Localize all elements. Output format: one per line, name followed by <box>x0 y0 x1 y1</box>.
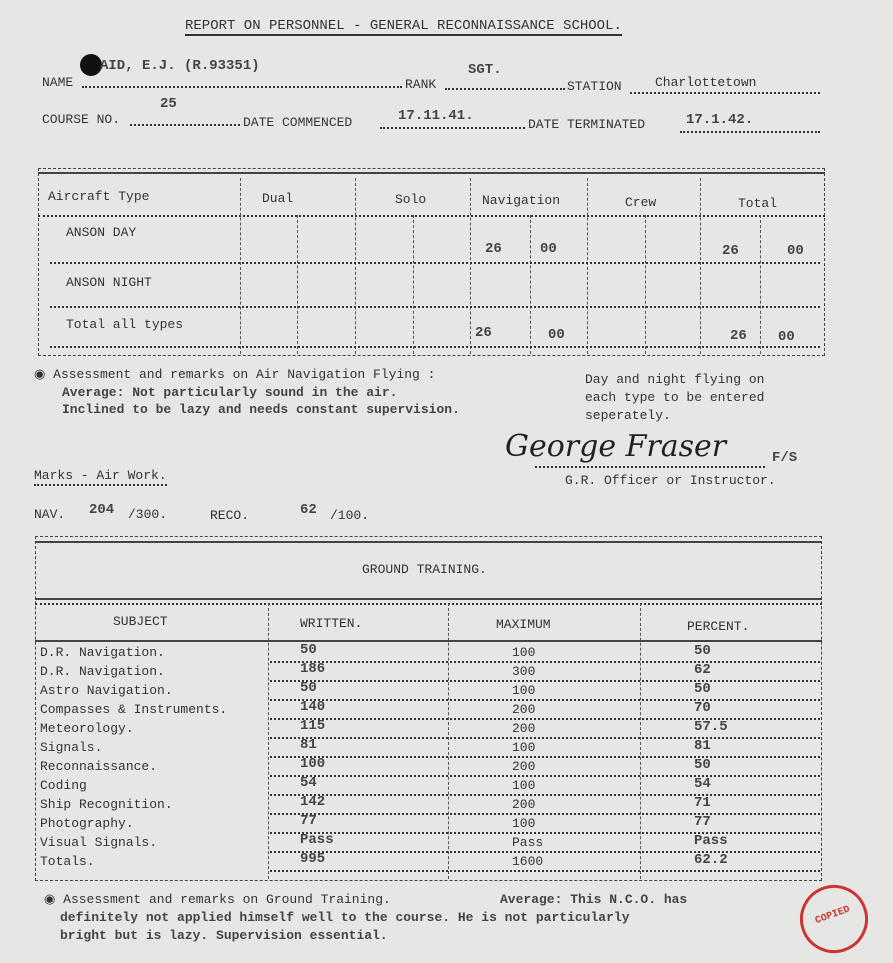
col-header-percent: PERCENT. <box>687 619 750 634</box>
name-label: NAME <box>42 75 74 90</box>
percent-cell: 77 <box>694 814 711 830</box>
row-anson-day-total-hours: 26 <box>722 243 739 259</box>
col-header-written: WRITTEN. <box>300 616 363 631</box>
col-header-crew: Crew <box>625 195 657 210</box>
row-dots <box>270 870 820 872</box>
row-total-nav-hours: 26 <box>475 325 492 341</box>
col-divider <box>297 215 298 354</box>
maximum-cell: 100 <box>512 816 536 831</box>
row-anson-day-type: ANSON DAY <box>66 225 137 240</box>
maximum-cell: 100 <box>512 778 536 793</box>
course-label: COURSE NO. <box>42 112 121 127</box>
table-rule <box>35 640 822 642</box>
commenced-dots <box>380 127 525 129</box>
reco-label: RECO. <box>210 508 250 523</box>
written-cell: 140 <box>300 699 326 715</box>
written-cell: 54 <box>300 775 317 791</box>
row-dots <box>50 262 820 264</box>
ground-remarks-label-text: Assessment and remarks on Ground Training. <box>63 892 391 907</box>
row-dots <box>270 813 820 815</box>
col-divider <box>413 215 414 354</box>
written-cell: 50 <box>300 642 317 658</box>
station-dots <box>630 92 820 94</box>
ground-remarks-label <box>44 893 391 908</box>
col-header-navigation: Navigation <box>482 193 561 208</box>
col-divider <box>355 178 356 354</box>
signature: George Fraser <box>505 429 727 464</box>
row-dots <box>50 306 820 308</box>
signer-rank: F/S <box>772 450 798 466</box>
maximum-cell: 300 <box>512 664 536 679</box>
row-dots <box>270 718 820 720</box>
redaction-mark <box>80 54 102 76</box>
ground-remarks-line1: Average: This N.C.O. has <box>500 892 688 907</box>
row-dots <box>270 851 820 853</box>
maximum-cell: 1600 <box>512 854 544 869</box>
terminated-label: DATE TERMINATED <box>528 117 646 132</box>
maximum-cell: 200 <box>512 797 536 812</box>
col-divider <box>448 603 449 879</box>
air-remarks-line1: Average: Not particularly sound in the air. <box>62 385 398 400</box>
col-divider <box>470 178 471 354</box>
table-rule <box>38 215 825 217</box>
station-value: Charlottetown <box>655 75 757 90</box>
col-header-total: Total <box>738 196 778 211</box>
percent-cell: 50 <box>694 643 711 659</box>
percent-cell: 54 <box>694 776 711 792</box>
col-divider <box>268 603 269 879</box>
reco-value: 62 <box>300 502 317 518</box>
written-cell: 186 <box>300 661 326 677</box>
subject-cell: Ship Recognition. <box>40 797 173 812</box>
bullet-icon: ◉ <box>44 892 56 907</box>
subject-cell: Coding <box>40 778 87 793</box>
col-header-solo: Solo <box>395 192 427 207</box>
written-cell: 50 <box>300 680 317 696</box>
col-divider <box>645 215 646 354</box>
col-divider <box>587 178 588 354</box>
row-dots <box>270 661 820 663</box>
row-anson-day-nav-minutes: 00 <box>540 241 557 257</box>
subject-cell: D.R. Navigation. <box>40 664 165 679</box>
col-header-aircraft: Aircraft Type <box>48 189 150 204</box>
row-anson-day-total-minutes: 00 <box>787 243 804 259</box>
table-rule <box>38 172 825 174</box>
subject-cell: D.R. Navigation. <box>40 645 165 660</box>
row-dots <box>270 680 820 682</box>
maximum-cell: 100 <box>512 683 536 698</box>
course-value: 25 <box>160 96 177 112</box>
reco-max: /100. <box>330 508 370 523</box>
station-label: STATION <box>567 79 622 94</box>
bullet-icon: ◉ <box>34 367 46 382</box>
percent-cell: 62.2 <box>694 852 728 868</box>
maximum-cell: 200 <box>512 721 536 736</box>
row-total-type: Total all types <box>66 317 184 332</box>
col-header-maximum: MAXIMUM <box>496 617 551 632</box>
written-cell: 142 <box>300 794 326 810</box>
ground-training-title: GROUND TRAINING. <box>362 562 487 577</box>
percent-cell: 62 <box>694 662 711 678</box>
row-total-nav-minutes: 00 <box>548 327 565 343</box>
air-remarks-label <box>34 368 435 384</box>
flying-note-line3: seperately. <box>585 408 671 423</box>
terminated-value: 17.1.42. <box>686 112 754 128</box>
col-divider <box>640 603 641 879</box>
maximum-cell: 100 <box>512 740 536 755</box>
col-divider <box>530 215 531 354</box>
written-cell: Pass <box>300 832 334 848</box>
ground-remarks-line3: bright but is lazy. Supervision essential. <box>60 928 388 943</box>
subject-cell: Totals. <box>40 854 95 869</box>
row-dots <box>270 699 820 701</box>
stamp-text: COPIED <box>813 904 852 928</box>
percent-cell: 50 <box>694 681 711 697</box>
maximum-cell: 100 <box>512 645 536 660</box>
subject-cell: Reconnaissance. <box>40 759 158 774</box>
commenced-label: DATE COMMENCED <box>243 115 353 130</box>
percent-cell: 70 <box>694 700 711 716</box>
ground-remarks-line2: definitely not applied himself well to the course. He is not particularly <box>60 910 630 925</box>
table-rule <box>35 541 822 543</box>
rank-value: SGT. <box>468 62 502 78</box>
written-cell: 77 <box>300 813 317 829</box>
percent-cell: Pass <box>694 833 728 849</box>
course-dots <box>130 124 240 126</box>
rank-label: RANK <box>405 77 437 92</box>
table-rule <box>35 598 822 600</box>
col-divider <box>760 215 761 354</box>
subject-cell: Photography. <box>40 816 134 831</box>
subject-cell: Signals. <box>40 740 103 755</box>
row-dots <box>270 794 820 796</box>
percent-cell: 57.5 <box>694 719 728 735</box>
maximum-cell: Pass <box>512 835 544 850</box>
written-cell: 995 <box>300 851 326 867</box>
written-cell: 100 <box>300 756 326 772</box>
marks-label: Marks - Air Work. <box>34 469 167 486</box>
col-divider <box>240 178 241 354</box>
air-remarks-label-text: Assessment and remarks on Air Navigation Flying : <box>53 367 436 382</box>
table-rule <box>35 603 822 605</box>
subject-cell: Astro Navigation. <box>40 683 173 698</box>
col-header-dual: Dual <box>262 191 294 206</box>
subject-cell: Meteorology. <box>40 721 134 736</box>
subject-cell: Visual Signals. <box>40 835 158 850</box>
maximum-cell: 200 <box>512 702 536 717</box>
row-dots <box>270 756 820 758</box>
row-total-total-minutes: 00 <box>778 329 795 345</box>
row-dots <box>270 737 820 739</box>
signature-dots <box>535 466 765 468</box>
row-anson-day-nav-hours: 26 <box>485 241 502 257</box>
nav-label: NAV. <box>34 507 66 522</box>
written-cell: 81 <box>300 737 317 753</box>
row-total-total-hours: 26 <box>730 328 747 344</box>
row-anson-night-type: ANSON NIGHT <box>66 275 152 290</box>
flying-note-line1: Day and night flying on <box>585 372 765 387</box>
nav-value: 204 <box>89 502 115 518</box>
row-dots <box>270 775 820 777</box>
signer-label: G.R. Officer or Instructor. <box>565 473 776 488</box>
percent-cell: 81 <box>694 738 711 754</box>
rank-dots <box>445 88 565 90</box>
air-remarks-line2: Inclined to be lazy and needs constant supervision. <box>62 402 460 417</box>
percent-cell: 71 <box>694 795 711 811</box>
nav-max: /300. <box>128 507 168 522</box>
col-divider <box>700 178 701 354</box>
row-dots <box>270 832 820 834</box>
copied-stamp <box>790 875 877 962</box>
maximum-cell: 200 <box>512 759 536 774</box>
flying-note-line2: each type to be entered <box>585 390 765 405</box>
percent-cell: 50 <box>694 757 711 773</box>
name-dots <box>82 86 402 88</box>
commenced-value: 17.11.41. <box>398 108 474 124</box>
document-title: REPORT ON PERSONNEL - GENERAL RECONNAISSANCE SCHOOL. <box>185 18 622 36</box>
col-header-subject: SUBJECT <box>113 614 168 629</box>
name-value: AID, E.J. (R.93351) <box>100 58 260 74</box>
row-dots <box>50 346 820 348</box>
subject-cell: Compasses & Instruments. <box>40 702 228 717</box>
terminated-dots <box>680 131 820 133</box>
written-cell: 115 <box>300 718 326 734</box>
